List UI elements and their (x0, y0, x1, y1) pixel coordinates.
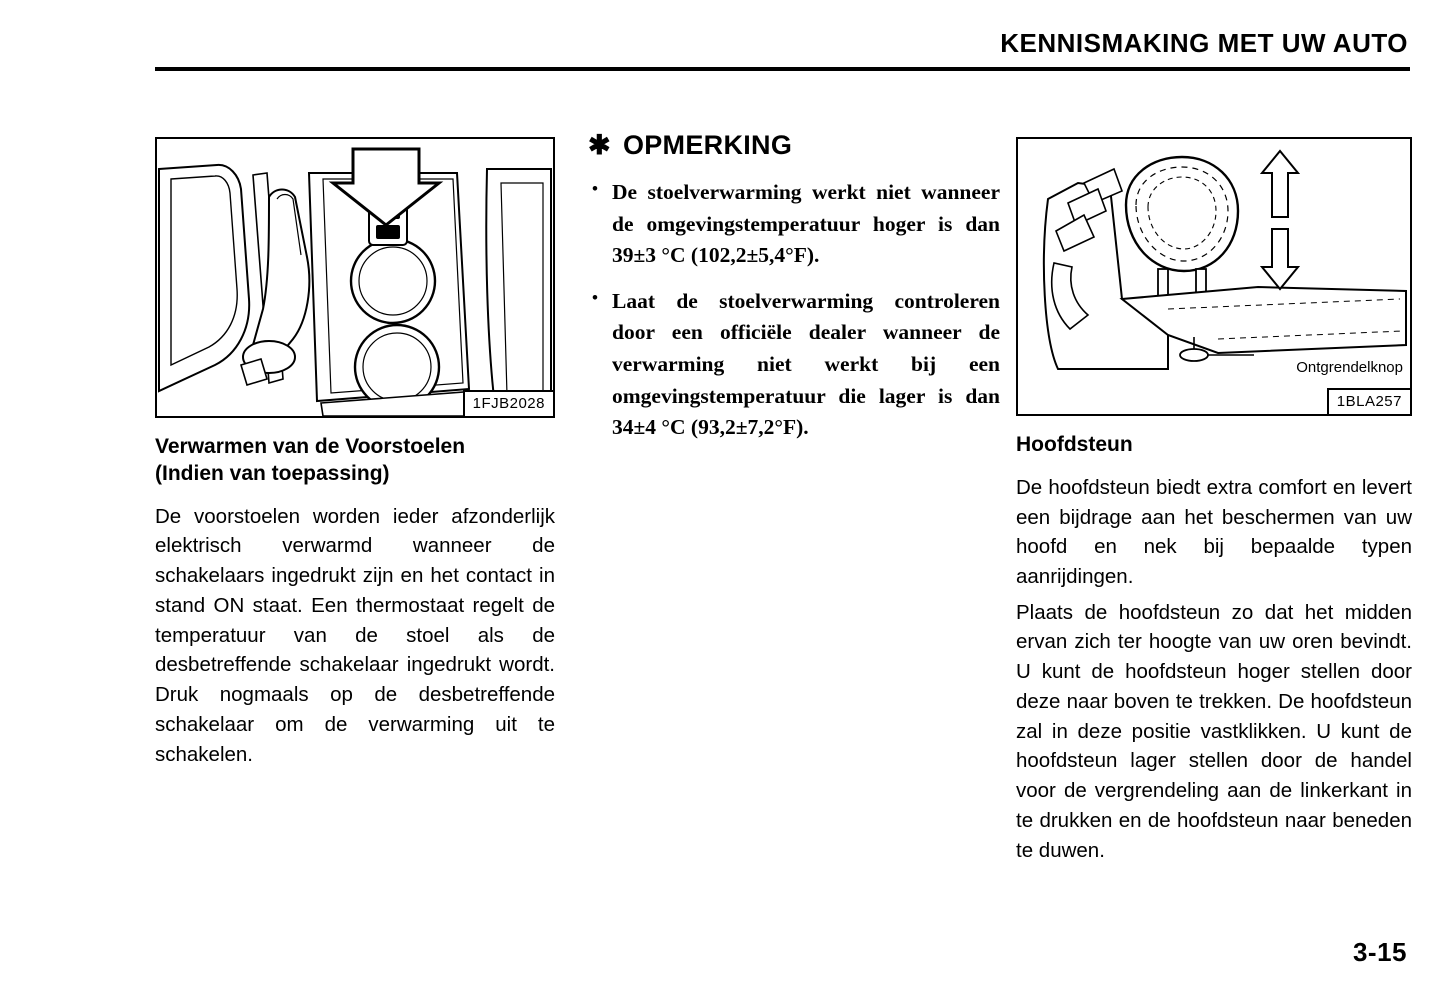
right-section-heading: Hoofdsteun (1016, 433, 1133, 456)
left-section-heading (155, 434, 555, 488)
list-item: • De stoelverwarming werkt niet wanneer de omgevingstemperatuur hoger is dan 39±3 °C (102,2±5,4°F). (588, 177, 1000, 272)
right-column (1016, 137, 1412, 865)
list-item: • Laat de stoelverwarming controleren door een officiële dealer wanneer de verwarming niet werkt bij een omgevingstemperatuur die lager is dan 34±4 °C (93,2±7,2°F). (588, 286, 1000, 444)
page-title: KENNISMAKING MET UW AUTO (1000, 28, 1408, 58)
note-list (588, 177, 1000, 444)
asterisk-icon: ✱ (588, 130, 611, 160)
middle-column (588, 130, 1000, 458)
left-section-paragraph: De voorstoelen worden ieder afzonderlijk elektrisch verwarmd wanneer de schakelaars ingedrukt zijn en het contact in stand ON staat. Een thermostaat regelt de temperatuur van de stoel als de desbetreffende schakelaar ingedrukt wordt. Druk nogmaals op de desbetreffende schakelaar om de verwarming uit te schakelen. (155, 504, 555, 766)
release-button-callout: Ontgrendelknop (1296, 359, 1403, 376)
seat-heater-figure (155, 137, 555, 418)
figure-code-right: 1BLA257 (1327, 388, 1410, 414)
headrest-figure (1016, 137, 1412, 416)
note-heading (588, 130, 1000, 161)
page-number: 3-15 (1352, 937, 1407, 967)
left-section-heading-line1: Verwarmen van de Voorstoelen (155, 435, 466, 458)
right-section-paragraph-1: De hoofdsteun biedt extra comfort en levert een bijdrage aan het beschermen van uw hoofd en nek bij bepaalde typen aanrijdingen. (1016, 475, 1412, 589)
car-center-console-seat-heater-switch-photo (157, 139, 553, 416)
right-section-paragraph-2: Plaats de hoofdsteun zo dat het midden ervan zich ter hoogte van uw oren bevindt. U kunt de hoofdsteun hoger stellen door deze naar boven te trekken. De hoofdsteun zal in deze positie vastklikken. U kunt de hoofdsteun lager stellen door de handel voor de vergrendeling aan de linkerkant in te drukken en de hoofdsteun naar beneden te duwen. (1016, 600, 1412, 862)
page-header (155, 28, 1410, 71)
figure-code-left: 1FJB2028 (463, 390, 553, 416)
header-divider (155, 67, 1410, 71)
note-heading-label: OPMERKING (622, 130, 793, 160)
left-column (155, 137, 555, 769)
left-section-heading-line2: (Indien van toepassing) (155, 461, 390, 485)
